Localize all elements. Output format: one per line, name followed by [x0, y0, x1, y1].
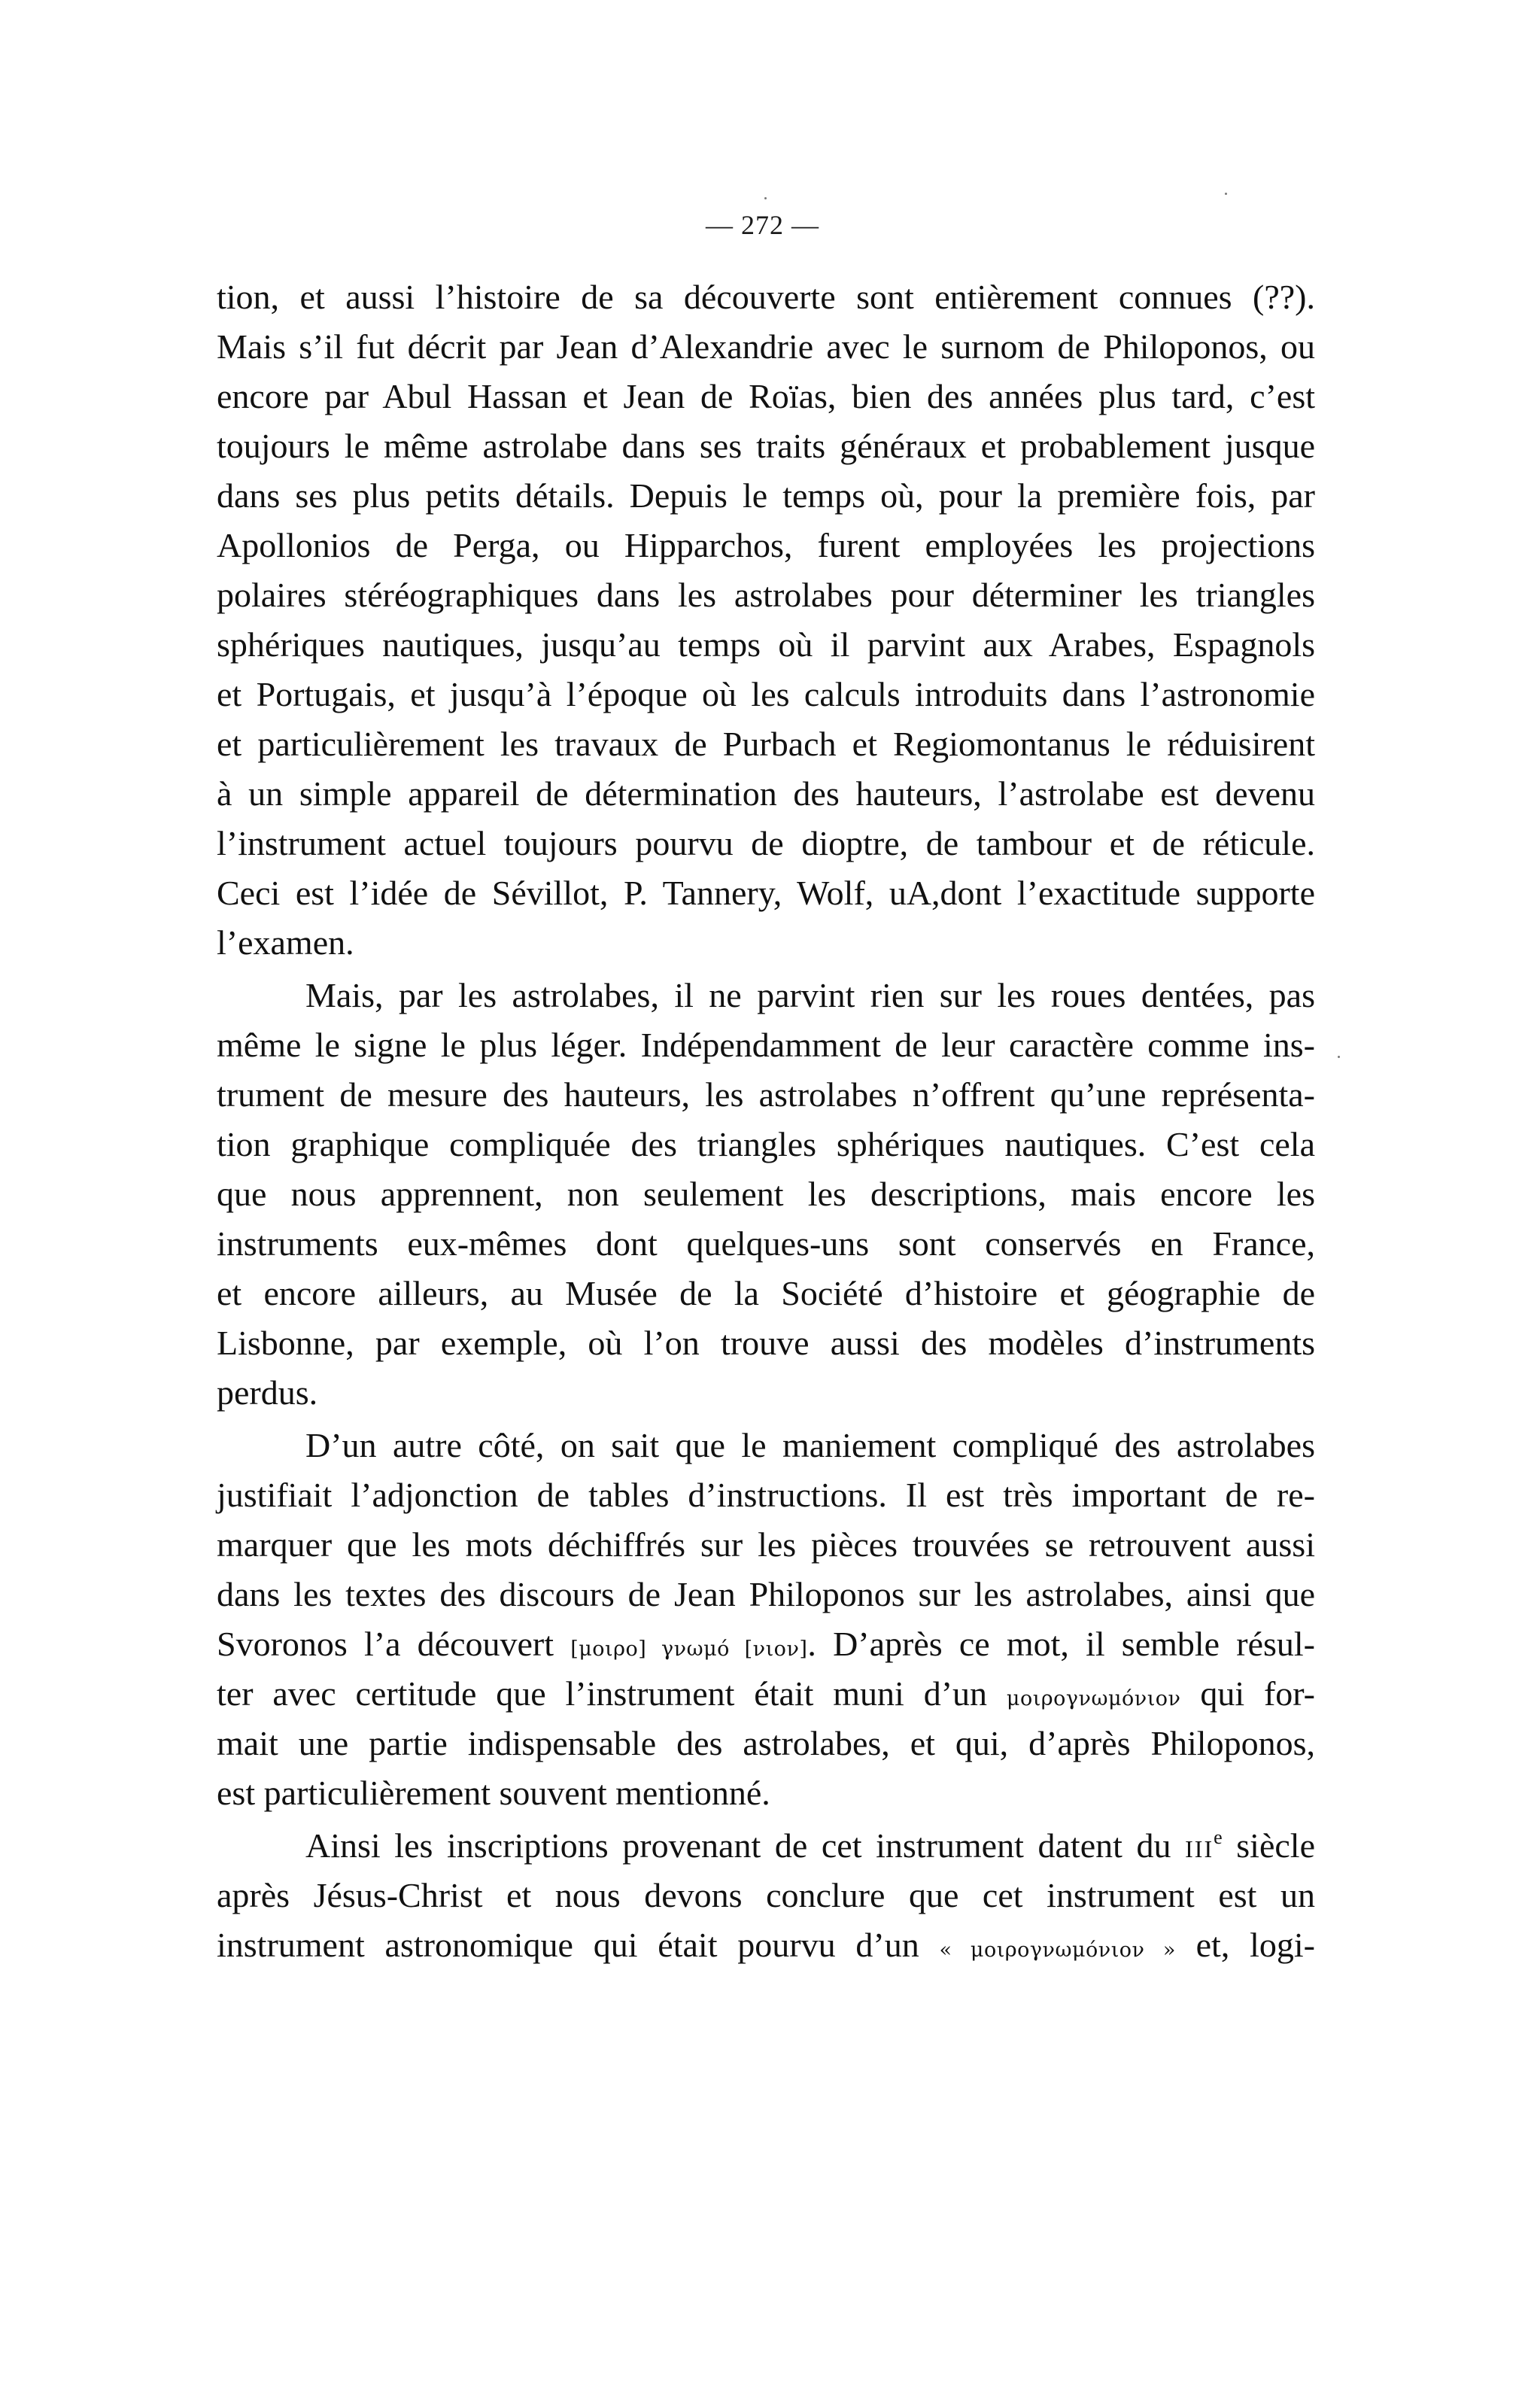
text-line: encore par Abul Hassan et Jean de Roïas, bien des années plus tard, c’est — [217, 377, 1315, 415]
text-line: marquer que les mots déchiffrés sur les pièces trouvées se retrouvent aussi — [217, 1525, 1315, 1564]
text-line: Lisbonne, par exemple, où l’on trouve aussi des modèles d’instruments — [217, 1324, 1315, 1362]
scan-speck — [764, 197, 767, 199]
text-line: tion, et aussi l’histoire de sa découverte sont entièrement connues (??). — [217, 278, 1315, 316]
text-segment: siècle — [1222, 1826, 1315, 1865]
text-line: justifiait l’adjonction de tables d’instructions. Il est très important de re- — [217, 1476, 1315, 1514]
text-line: même le signe le plus léger. Indépendamment de leur caractère comme ins- — [217, 1026, 1315, 1064]
text-segment: qui for- — [1180, 1674, 1315, 1713]
text-line: l’instrument actuel toujours pourvu de dioptre, de tambour et de réticule. — [217, 824, 1315, 862]
text-line: après Jésus-Christ et nous devons conclure que cet instrument est un — [217, 1876, 1315, 1914]
paragraph-1 — [217, 272, 1315, 968]
page-number: — 272 — — [706, 210, 819, 240]
text-line: instruments eux-mêmes dont quelques-uns sont conservés en France, — [217, 1224, 1315, 1263]
text-line: sphériques nautiques, jusqu’au temps où il parvint aux Arabes, Espagnols — [217, 625, 1315, 664]
text-segment: Ainsi les inscriptions provenant de cet instrument datent du — [305, 1826, 1186, 1865]
text-segment: et, logi- — [1175, 1926, 1316, 1964]
body-text — [217, 272, 1315, 1970]
text-line: est particulièrement souvent mentionné. — [217, 1774, 770, 1812]
roman-numeral: III — [1185, 1835, 1214, 1862]
text-line-with-greek — [217, 1669, 1315, 1719]
text-segment: Svoronos l’a découvert — [217, 1625, 571, 1663]
text-line-with-greek — [217, 1619, 1315, 1669]
greek-inscription: [μοιρο] γνωμό [νιον] — [570, 1637, 808, 1661]
text-line: trument de mesure des hauteurs, les astrolabes n’offrent qu’une représenta- — [217, 1075, 1315, 1114]
text-line: toujours le même astrolabe dans ses traits généraux et probablement jusque — [217, 427, 1315, 465]
text-line: dans ses plus petits détails. Depuis le temps où, pour la première fois, par — [217, 476, 1315, 515]
text-line: que nous apprennent, non seulement les descriptions, mais encore les — [217, 1175, 1315, 1213]
text-line: tion graphique compliquée des triangles sphériques nautiques. C’est cela — [217, 1125, 1315, 1163]
ordinal-superscript: e — [1214, 1826, 1223, 1848]
paragraph-2 — [217, 971, 1315, 1418]
text-line: Mais, par les astrolabes, il ne parvint rien sur les roues dentées, pas — [305, 976, 1315, 1014]
text-line: Apollonios de Perga, ou Hipparchos, furent employées les projections — [217, 526, 1315, 564]
text-line: à un simple appareil de détermination des hauteurs, l’astrolabe est devenu — [217, 774, 1315, 813]
text-line: l’examen. — [217, 923, 354, 962]
text-line: perdus. — [217, 1373, 318, 1412]
text-line: dans les textes des discours de Jean Philoponos sur les astrolabes, ainsi que — [217, 1575, 1315, 1613]
text-line: mait une partie indispensable des astrolabes, et qui, d’après Philoponos, — [217, 1724, 1315, 1762]
greek-word: « μοιρογνωμόνιον » — [939, 1938, 1176, 1962]
paragraph-4 — [217, 1821, 1315, 1970]
scan-speck — [1338, 1056, 1340, 1058]
greek-word: μοιρογνωμόνιον — [1006, 1687, 1181, 1710]
paragraph-3 — [217, 1421, 1315, 1818]
text-line: et particulièrement les travaux de Purbach et Regiomontanus le réduisirent — [217, 725, 1315, 763]
text-segment: . D’après ce mot, il semble résul- — [807, 1625, 1315, 1663]
text-line-with-century — [217, 1821, 1315, 1871]
text-line: et Portugais, et jusqu’à l’époque où les calculs introduits dans l’astronomie — [217, 675, 1315, 713]
text-line: Mais s’il fut décrit par Jean d’Alexandrie avec le surnom de Philoponos, ou — [217, 327, 1315, 366]
text-line: polaires stéréographiques dans les astrolabes pour déterminer les triangles — [217, 576, 1315, 614]
text-line: et encore ailleurs, au Musée de la Société d’histoire et géographie de — [217, 1274, 1315, 1312]
scan-speck — [1225, 193, 1227, 195]
text-line-with-greek — [217, 1920, 1315, 1970]
text-segment: ter avec certitude que l’instrument était muni d’un — [217, 1674, 1007, 1713]
text-line: Ceci est l’idée de Sévillot, P. Tannery, Wolf, uA,dont l’exactitude supporte — [217, 874, 1315, 912]
text-line: D’un autre côté, on sait que le maniement compliqué des astrolabes — [305, 1426, 1315, 1464]
text-segment: instrument astronomique qui était pourvu d’un — [217, 1926, 940, 1964]
